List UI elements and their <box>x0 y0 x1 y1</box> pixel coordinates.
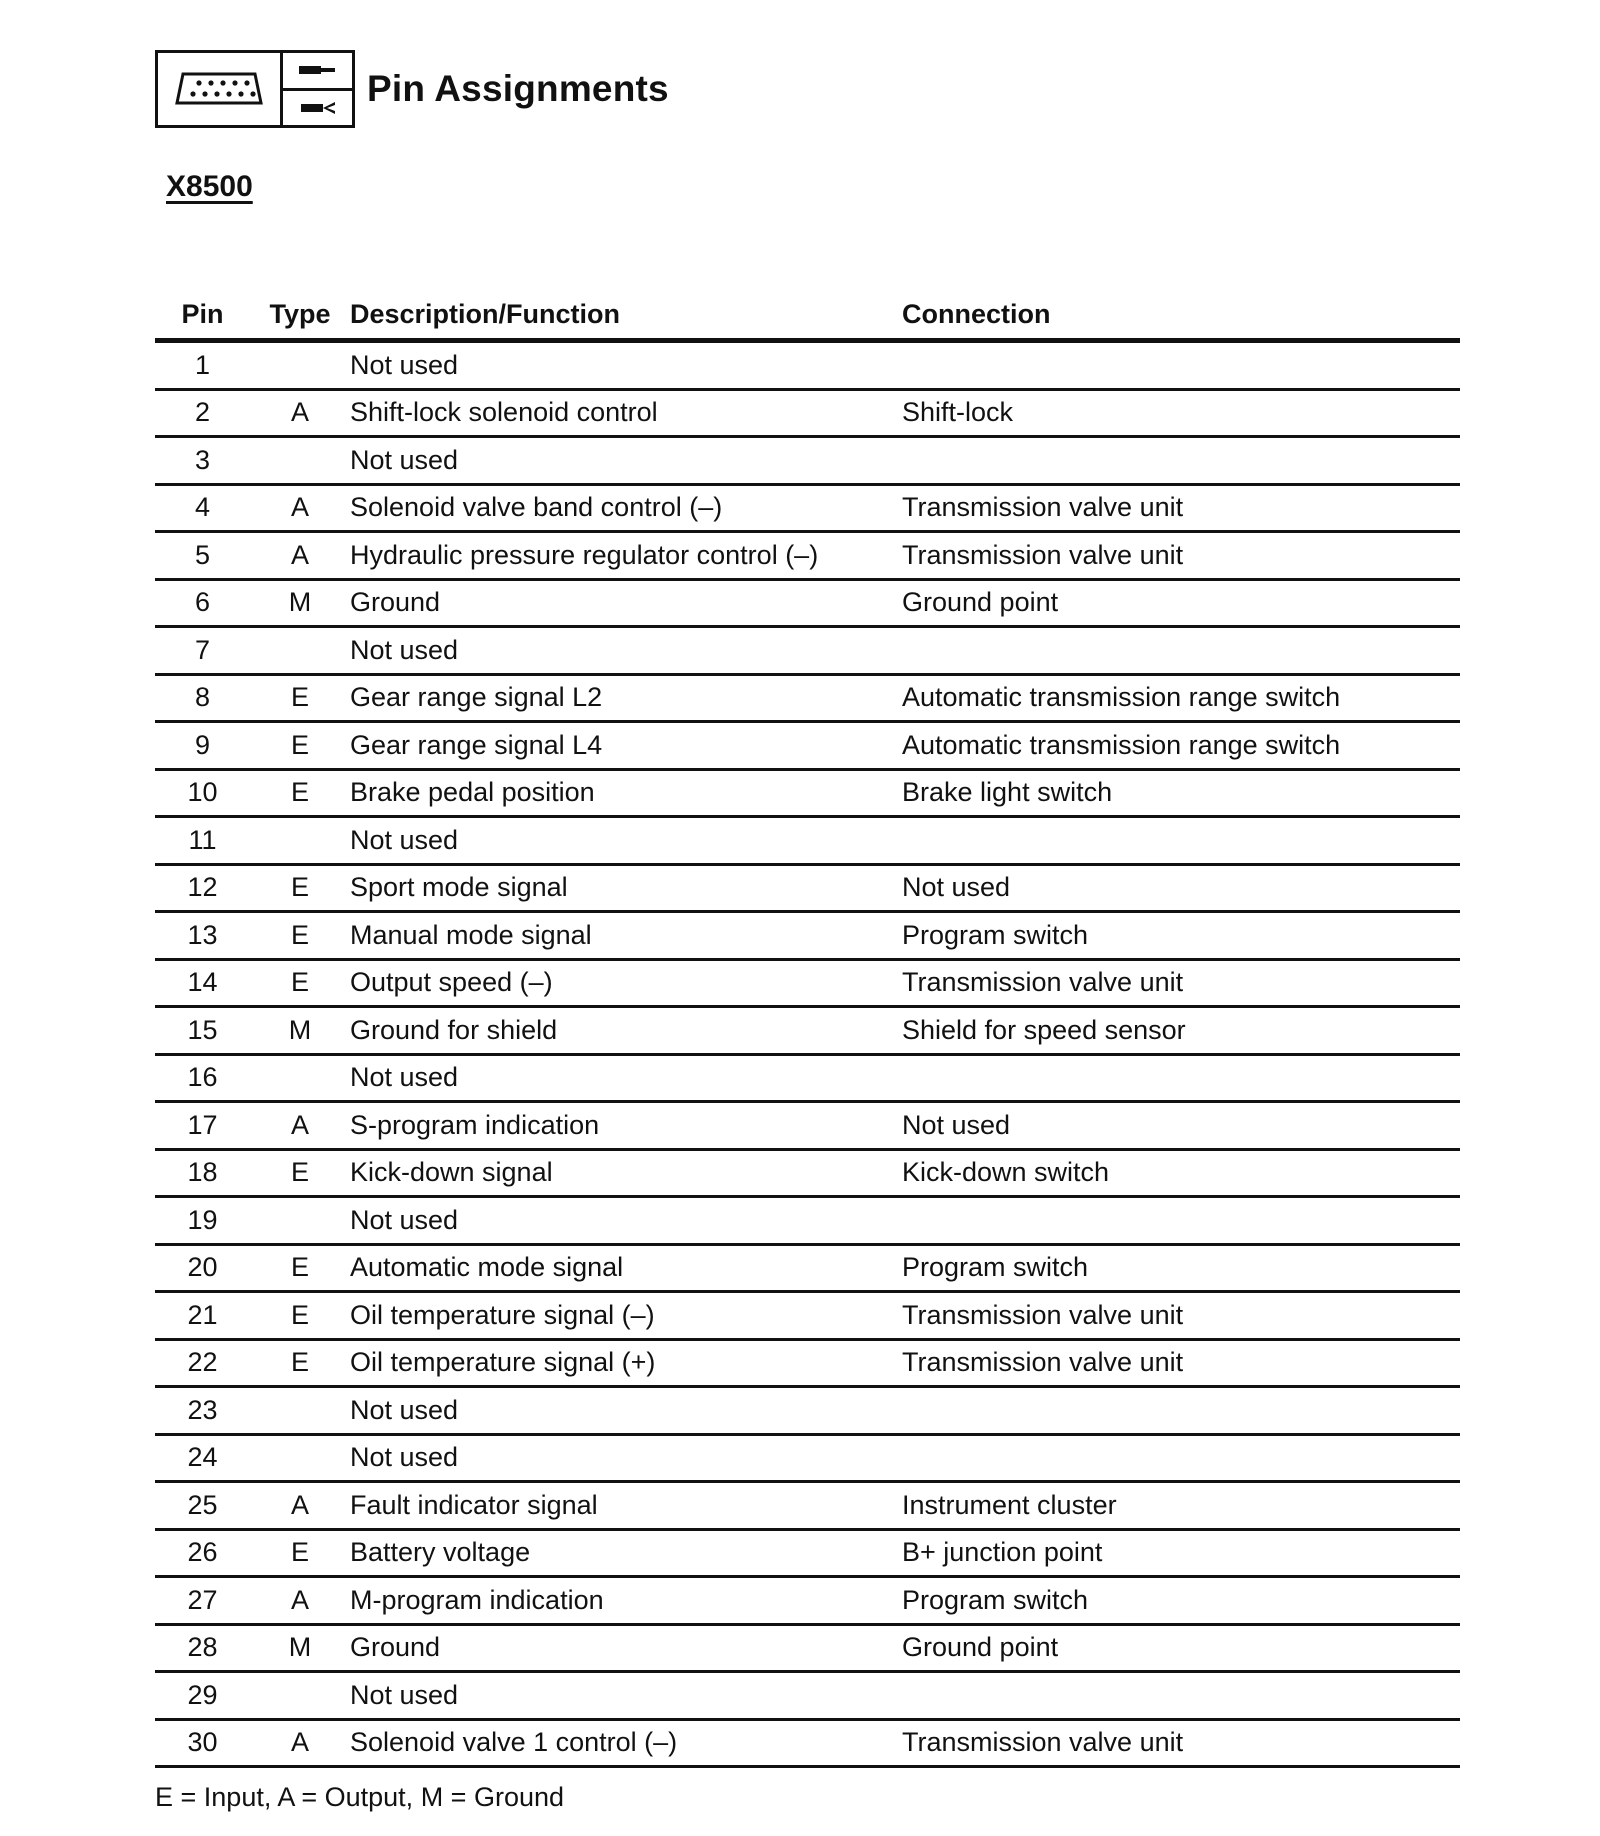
description-cell: Oil temperature signal (+) <box>350 1339 902 1387</box>
type-cell <box>250 1672 350 1720</box>
pin-cell: 18 <box>155 1149 250 1197</box>
type-cell: E <box>250 674 350 722</box>
type-cell: E <box>250 1244 350 1292</box>
table-row <box>155 1672 1460 1720</box>
description-cell: Gear range signal L2 <box>350 674 902 722</box>
type-cell: A <box>250 532 350 580</box>
pin-cell: 20 <box>155 1244 250 1292</box>
pin-cell: 28 <box>155 1624 250 1672</box>
connection-cell: Shift-lock <box>902 389 1460 437</box>
pin-cell: 30 <box>155 1719 250 1767</box>
description-cell: Not used <box>350 341 902 390</box>
type-cell: E <box>250 1529 350 1577</box>
description-cell: Solenoid valve band control (–) <box>350 484 902 532</box>
description-cell: M-program indication <box>350 1577 902 1625</box>
pin-cell: 5 <box>155 532 250 580</box>
table-row <box>155 1482 1460 1530</box>
type-cell: E <box>250 1149 350 1197</box>
description-cell: Ground for shield <box>350 1007 902 1055</box>
table-row <box>155 1054 1460 1102</box>
description-cell: Output speed (–) <box>350 959 902 1007</box>
type-cell <box>250 817 350 865</box>
type-cell: A <box>250 484 350 532</box>
description-cell: Battery voltage <box>350 1529 902 1577</box>
connection-cell: Shield for speed sensor <box>902 1007 1460 1055</box>
table-row <box>155 1007 1460 1055</box>
type-cell: E <box>250 769 350 817</box>
pin-cell: 9 <box>155 722 250 770</box>
description-cell: Not used <box>350 1054 902 1102</box>
type-cell: E <box>250 1339 350 1387</box>
description-cell: Not used <box>350 817 902 865</box>
table-row <box>155 959 1460 1007</box>
connection-cell: Transmission valve unit <box>902 1292 1460 1340</box>
table-row <box>155 722 1460 770</box>
type-cell: E <box>250 1292 350 1340</box>
type-cell: A <box>250 389 350 437</box>
description-cell: S-program indication <box>350 1102 902 1150</box>
table-row <box>155 1387 1460 1435</box>
description-cell: Shift-lock solenoid control <box>350 389 902 437</box>
description-cell: Fault indicator signal <box>350 1482 902 1530</box>
type-cell: A <box>250 1482 350 1530</box>
connection-cell <box>902 1672 1460 1720</box>
description-cell: Hydraulic pressure regulator control (–) <box>350 532 902 580</box>
connection-cell <box>902 437 1460 485</box>
description-cell: Not used <box>350 1197 902 1245</box>
pin-cell: 10 <box>155 769 250 817</box>
description-cell: Not used <box>350 437 902 485</box>
pin-cell: 11 <box>155 817 250 865</box>
connection-cell: Kick-down switch <box>902 1149 1460 1197</box>
pin-assignment-table <box>155 290 1460 1768</box>
connection-cell: Transmission valve unit <box>902 1719 1460 1767</box>
table-row <box>155 817 1460 865</box>
pin-cell: 7 <box>155 627 250 675</box>
connection-cell <box>902 341 1460 390</box>
type-cell <box>250 1054 350 1102</box>
connection-cell: Not used <box>902 1102 1460 1150</box>
table-row <box>155 1529 1460 1577</box>
pin-cell: 19 <box>155 1197 250 1245</box>
description-cell: Not used <box>350 627 902 675</box>
type-cell <box>250 1387 350 1435</box>
description-cell: Automatic mode signal <box>350 1244 902 1292</box>
pin-cell: 27 <box>155 1577 250 1625</box>
pin-cell: 6 <box>155 579 250 627</box>
description-cell: Not used <box>350 1387 902 1435</box>
table-body <box>155 341 1460 1767</box>
description-cell: Not used <box>350 1434 902 1482</box>
connection-cell: Transmission valve unit <box>902 959 1460 1007</box>
table-row <box>155 1292 1460 1340</box>
description-cell: Brake pedal position <box>350 769 902 817</box>
type-cell <box>250 341 350 390</box>
table-row <box>155 1244 1460 1292</box>
type-cell <box>250 1434 350 1482</box>
description-cell: Kick-down signal <box>350 1149 902 1197</box>
description-cell: Gear range signal L4 <box>350 722 902 770</box>
column-header-pin: Pin <box>155 290 250 341</box>
pin-cell: 4 <box>155 484 250 532</box>
table-row <box>155 579 1460 627</box>
pin-cell: 14 <box>155 959 250 1007</box>
table-row <box>155 389 1460 437</box>
type-legend: E = Input, A = Output, M = Ground <box>155 1782 565 1812</box>
table-row <box>155 1197 1460 1245</box>
type-cell <box>250 437 350 485</box>
pin-cell: 17 <box>155 1102 250 1150</box>
connection-cell <box>902 627 1460 675</box>
pin-cell: 1 <box>155 341 250 390</box>
connection-cell: Instrument cluster <box>902 1482 1460 1530</box>
connection-cell: Transmission valve unit <box>902 532 1460 580</box>
pin-cell: 2 <box>155 389 250 437</box>
table-row <box>155 437 1460 485</box>
type-cell <box>250 627 350 675</box>
type-cell: E <box>250 722 350 770</box>
type-cell <box>250 1197 350 1245</box>
connection-cell <box>902 1054 1460 1102</box>
pin-cell: 22 <box>155 1339 250 1387</box>
type-cell: A <box>250 1577 350 1625</box>
table-row <box>155 341 1460 390</box>
pin-cell: 25 <box>155 1482 250 1530</box>
table-row <box>155 1149 1460 1197</box>
page-title: Pin Assignments <box>367 68 669 109</box>
table-row <box>155 1577 1460 1625</box>
pin-cell: 23 <box>155 1387 250 1435</box>
pin-cell: 12 <box>155 864 250 912</box>
column-header-description: Description/Function <box>350 290 902 341</box>
description-cell: Not used <box>350 1672 902 1720</box>
connection-cell: Ground point <box>902 1624 1460 1672</box>
connection-cell <box>902 1434 1460 1482</box>
table-row <box>155 532 1460 580</box>
table-row <box>155 864 1460 912</box>
connection-cell: Program switch <box>902 912 1460 960</box>
description-cell: Manual mode signal <box>350 912 902 960</box>
pin-cell: 29 <box>155 1672 250 1720</box>
connection-cell: Transmission valve unit <box>902 484 1460 532</box>
pin-cell: 3 <box>155 437 250 485</box>
table-row <box>155 484 1460 532</box>
page-header <box>155 48 669 130</box>
description-cell: Ground <box>350 1624 902 1672</box>
connection-cell: Program switch <box>902 1577 1460 1625</box>
table-row <box>155 674 1460 722</box>
type-cell: M <box>250 1007 350 1055</box>
column-header-connection: Connection <box>902 290 1460 341</box>
connection-cell: Automatic transmission range switch <box>902 674 1460 722</box>
description-cell: Ground <box>350 579 902 627</box>
column-header-type: Type <box>250 290 350 341</box>
connection-cell: Brake light switch <box>902 769 1460 817</box>
table-row <box>155 627 1460 675</box>
pin-cell: 13 <box>155 912 250 960</box>
table-row <box>155 912 1460 960</box>
pin-cell: 15 <box>155 1007 250 1055</box>
pin-cell: 26 <box>155 1529 250 1577</box>
connection-cell <box>902 1197 1460 1245</box>
pin-cell: 21 <box>155 1292 250 1340</box>
description-cell: Solenoid valve 1 control (–) <box>350 1719 902 1767</box>
connection-cell: Transmission valve unit <box>902 1339 1460 1387</box>
description-cell: Sport mode signal <box>350 864 902 912</box>
description-cell: Oil temperature signal (–) <box>350 1292 902 1340</box>
table-row <box>155 769 1460 817</box>
type-cell: E <box>250 864 350 912</box>
type-cell: A <box>250 1102 350 1150</box>
type-cell: E <box>250 959 350 1007</box>
connection-cell: B+ junction point <box>902 1529 1460 1577</box>
type-cell: M <box>250 1624 350 1672</box>
table-row <box>155 1339 1460 1387</box>
table-row <box>155 1102 1460 1150</box>
pin-cell: 24 <box>155 1434 250 1482</box>
table-row <box>155 1719 1460 1767</box>
connection-cell: Ground point <box>902 579 1460 627</box>
pin-cell: 16 <box>155 1054 250 1102</box>
type-cell: A <box>250 1719 350 1767</box>
connection-cell <box>902 1387 1460 1435</box>
table-row <box>155 1624 1460 1672</box>
connector-pin-diagram-icon <box>155 50 355 128</box>
connection-cell: Not used <box>902 864 1460 912</box>
connection-cell: Program switch <box>902 1244 1460 1292</box>
type-cell: M <box>250 579 350 627</box>
type-cell: E <box>250 912 350 960</box>
table-row <box>155 1434 1460 1482</box>
connection-cell: Automatic transmission range switch <box>902 722 1460 770</box>
connector-id: X8500 <box>166 170 253 203</box>
table-header-row <box>155 290 1460 341</box>
connection-cell <box>902 817 1460 865</box>
pin-cell: 8 <box>155 674 250 722</box>
